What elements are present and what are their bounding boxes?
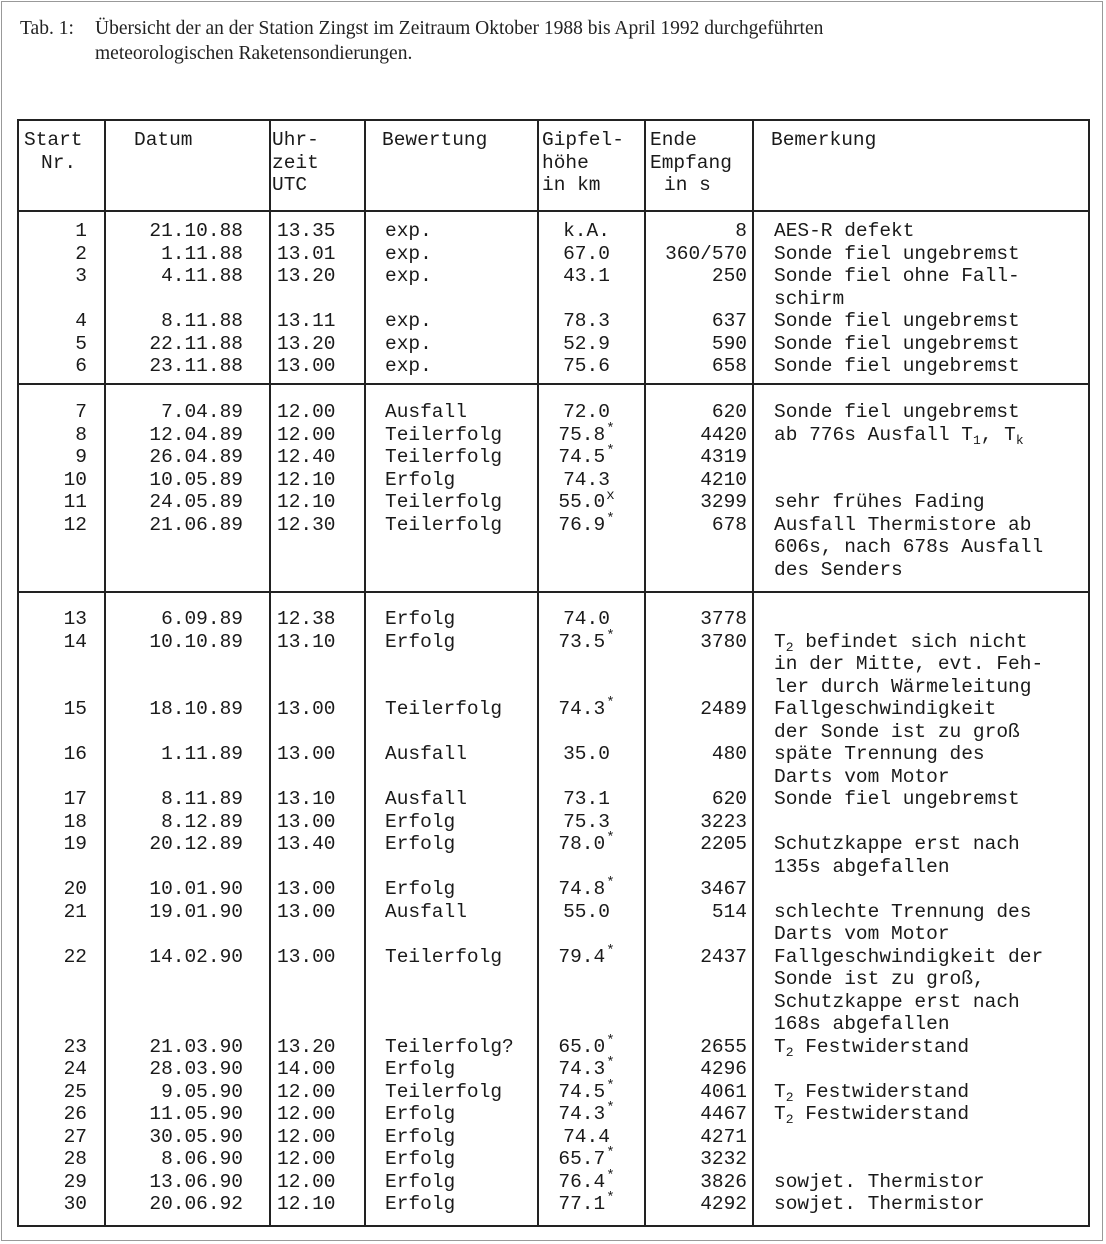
cell-ende-empfang: 2437 (700, 945, 747, 968)
cell-datum: 4.11.88 (161, 265, 243, 287)
cell-uhrzeit: 14.00 (277, 1058, 336, 1080)
cell-datum: 7.04.89 (161, 401, 243, 423)
cell-gipfelhoehe: 74.4 (563, 1125, 610, 1148)
cell-datum: 26.04.89 (149, 446, 243, 468)
cell-uhrzeit: 12.30 (277, 513, 336, 536)
cell-start-nr: 15 (63, 698, 87, 720)
cell-bemerkung: schirm (774, 287, 845, 310)
cell-bemerkung: Fallgeschwindigkeit (774, 698, 997, 720)
cell-gipfelhoehe: 75.3 (563, 810, 610, 833)
cell-uhrzeit: 13.20 (277, 332, 336, 355)
cell-gipfelhoehe: 65.0* (558, 1032, 615, 1058)
cell-bemerkung: Fallgeschwindigkeit der (774, 945, 1044, 968)
cell-bewertung: exp. (385, 265, 432, 287)
cell-uhrzeit: 12.00 (277, 423, 336, 446)
cell-datum: 13.06.90 (149, 1170, 243, 1193)
cell-uhrzeit: 12.10 (277, 491, 336, 513)
cell-gipfelhoehe: 35.0 (563, 743, 610, 765)
cell-start-nr: 8 (75, 423, 87, 446)
cell-start-nr: 21 (63, 900, 87, 923)
cell-uhrzeit: 12.10 (277, 1193, 336, 1215)
cell-ende-empfang: 514 (711, 900, 747, 923)
cell-bewertung: Ausfall (385, 743, 467, 765)
cell-bemerkung: AES-R defekt (774, 220, 915, 242)
cell-start-nr: 28 (63, 1148, 87, 1170)
cell-bemerkung: des Senders (774, 558, 903, 581)
cell-uhrzeit: 13.01 (277, 242, 336, 265)
cell-gipfelhoehe: 77.1* (558, 1190, 615, 1215)
cell-uhrzeit: 13.20 (277, 1035, 336, 1058)
cell-datum: 23.11.88 (149, 355, 243, 377)
cell-datum: 22.11.88 (149, 332, 243, 355)
cell-bemerkung: Sonde fiel ungebremst (774, 401, 1020, 423)
column-divider (364, 121, 366, 1225)
cell-datum: 21.03.90 (149, 1035, 243, 1058)
cell-bemerkung: Sonde fiel ungebremst (774, 242, 1020, 265)
cell-datum: 8.06.90 (161, 1148, 243, 1170)
cell-bewertung: Teilerfolg (385, 945, 503, 968)
cell-bemerkung: späte Trennung des (774, 743, 985, 765)
cell-bemerkung: $T_2$ Festwiderstand (774, 1080, 970, 1105)
cell-gipfelhoehe: 74.5* (558, 443, 615, 468)
cell-gipfelhoehe: 78.0* (558, 830, 615, 855)
cell-start-nr: 17 (63, 788, 87, 810)
cell-uhrzeit: 13.00 (277, 878, 336, 900)
cell-bewertung: Ausfall (385, 401, 467, 423)
row-group-divider (19, 210, 1088, 212)
cell-gipfelhoehe: 74.3* (558, 1055, 615, 1080)
header-start-nr: Nr. (41, 151, 77, 174)
cell-bewertung: Erfolg (385, 1148, 456, 1170)
cell-gipfelhoehe: 74.3* (558, 695, 615, 720)
cell-uhrzeit: 12.00 (277, 1125, 336, 1148)
cell-datum: 9.05.90 (161, 1080, 243, 1103)
column-divider (752, 121, 754, 1225)
cell-ende-empfang: 678 (711, 513, 747, 536)
cell-bemerkung: $T_2$ befindet sich nicht (774, 630, 1028, 655)
cell-datum: 10.05.89 (149, 468, 243, 491)
cell-bewertung: Teilerfolg (385, 698, 503, 720)
header-ende-empfang: in s (664, 174, 711, 196)
cell-start-nr: 9 (75, 446, 87, 468)
header-gipfelhoehe: Gipfel- (542, 129, 624, 151)
cell-datum: 11.05.90 (149, 1103, 243, 1125)
cell-start-nr: 23 (63, 1035, 87, 1058)
cell-bemerkung: Sonde fiel ungebremst (774, 355, 1020, 377)
cell-gipfelhoehe: 75.8* (558, 420, 615, 446)
cell-bemerkung: $T_2$ Festwiderstand (774, 1035, 970, 1060)
cell-uhrzeit: 12.10 (277, 468, 336, 491)
header-uhrzeit: UTC (272, 174, 308, 196)
cell-datum: 1.11.88 (161, 242, 243, 265)
cell-gipfelhoehe: 65.7* (558, 1145, 615, 1170)
cell-ende-empfang: 480 (711, 743, 747, 765)
caption-label: Tab. 1: (20, 18, 74, 39)
cell-gipfelhoehe: 74.3 (563, 468, 610, 491)
cell-uhrzeit: 13.40 (277, 833, 336, 855)
cell-bemerkung: in der Mitte, evt. Feh- (774, 653, 1044, 675)
cell-gipfelhoehe: 67.0 (563, 242, 610, 265)
cell-uhrzeit: 13.00 (277, 355, 336, 377)
cell-bewertung: Erfolg (385, 468, 456, 491)
cell-bemerkung: Sonde fiel ungebremst (774, 310, 1020, 332)
cell-datum: 20.06.92 (149, 1193, 243, 1215)
cell-ende-empfang: 2489 (700, 698, 747, 720)
cell-uhrzeit: 13.00 (277, 743, 336, 765)
cell-start-nr: 12 (63, 513, 87, 536)
cell-start-nr: 25 (63, 1080, 87, 1103)
cell-start-nr: 27 (63, 1125, 87, 1148)
header-start-nr: Start (24, 129, 83, 151)
cell-ende-empfang: 4292 (700, 1193, 747, 1215)
cell-ende-empfang: 658 (711, 355, 747, 377)
cell-bewertung: Erfolg (385, 878, 456, 900)
cell-uhrzeit: 12.00 (277, 1148, 336, 1170)
cell-uhrzeit: 13.35 (277, 220, 336, 242)
cell-datum: 30.05.90 (149, 1125, 243, 1148)
cell-bewertung: Erfolg (385, 1170, 456, 1193)
cell-start-nr: 30 (63, 1193, 87, 1215)
cell-gipfelhoehe: 76.9* (558, 510, 615, 536)
caption-line-1: Übersicht der an der Station Zingst im Zeitraum Oktober 1988 bis April 1992 durchgeführten (95, 18, 824, 39)
cell-ende-empfang: 637 (711, 310, 747, 332)
cell-bemerkung: $T_2$ Festwiderstand (774, 1103, 970, 1127)
cell-ende-empfang: 3232 (700, 1148, 747, 1170)
cell-bemerkung: Schutzkappe erst nach (774, 833, 1020, 855)
cell-bemerkung: sowjet. Thermistor (774, 1170, 985, 1193)
cell-start-nr: 29 (63, 1170, 87, 1193)
cell-datum: 28.03.90 (149, 1058, 243, 1080)
cell-start-nr: 10 (63, 468, 87, 491)
cell-gipfelhoehe: 43.1 (563, 265, 610, 287)
cell-uhrzeit: 12.38 (277, 608, 336, 630)
cell-ende-empfang: 8 (735, 220, 747, 242)
cell-bewertung: Teilerfolg (385, 423, 503, 446)
cell-uhrzeit: 13.00 (277, 698, 336, 720)
cell-start-nr: 16 (63, 743, 87, 765)
column-divider (104, 121, 106, 1225)
cell-start-nr: 19 (63, 833, 87, 855)
cell-ende-empfang: 620 (711, 788, 747, 810)
header-uhrzeit: Uhr- (272, 129, 319, 151)
cell-bemerkung: 168s abgefallen (774, 1013, 950, 1035)
cell-datum: 6.09.89 (161, 608, 243, 630)
caption-line-2: meteorologischen Raketensondierungen. (95, 43, 413, 64)
cell-uhrzeit: 12.00 (277, 1170, 336, 1193)
cell-gipfelhoehe: 76.4* (558, 1167, 615, 1193)
cell-ende-empfang: 3780 (700, 630, 747, 653)
cell-bewertung: Erfolg (385, 608, 456, 630)
cell-bewertung: Erfolg (385, 630, 456, 653)
cell-bewertung: Erfolg (385, 1193, 456, 1215)
rocket-soundings-table (17, 119, 1090, 1227)
cell-start-nr: 5 (75, 332, 87, 355)
cell-ende-empfang: 2205 (700, 833, 747, 855)
cell-bewertung: exp. (385, 355, 432, 377)
cell-uhrzeit: 13.00 (277, 810, 336, 833)
cell-bewertung: Erfolg (385, 1103, 456, 1125)
cell-gipfelhoehe: 73.5* (558, 627, 615, 653)
cell-gipfelhoehe: 74.8* (558, 875, 615, 900)
cell-ende-empfang: 3467 (700, 878, 747, 900)
cell-start-nr: 11 (63, 491, 87, 513)
cell-datum: 12.04.89 (149, 423, 243, 446)
cell-datum: 20.12.89 (149, 833, 243, 855)
cell-gipfelhoehe: k.A. (563, 220, 610, 242)
cell-ende-empfang: 3223 (700, 810, 747, 833)
cell-start-nr: 6 (75, 355, 87, 377)
cell-bewertung: Teilerfolg (385, 491, 503, 513)
cell-uhrzeit: 13.10 (277, 788, 336, 810)
cell-ende-empfang: 4319 (700, 446, 747, 468)
cell-start-nr: 4 (75, 310, 87, 332)
cell-start-nr: 18 (63, 810, 87, 833)
header-ende-empfang: Ende (650, 129, 697, 151)
cell-ende-empfang: 4271 (700, 1125, 747, 1148)
cell-gipfelhoehe: 74.0 (563, 608, 610, 630)
row-group-divider (19, 591, 1088, 593)
cell-start-nr: 14 (63, 630, 87, 653)
cell-bewertung: Teilerfolg (385, 446, 503, 468)
cell-ende-empfang: 4420 (700, 423, 747, 446)
row-group-divider (19, 383, 1088, 385)
cell-bewertung: Erfolg (385, 810, 456, 833)
header-datum: Datum (134, 129, 193, 151)
cell-start-nr: 3 (75, 265, 87, 287)
cell-bemerkung: Darts vom Motor (774, 765, 950, 788)
cell-datum: 10.10.89 (149, 630, 243, 653)
cell-start-nr: 13 (63, 608, 87, 630)
header-ende-empfang: Empfang (650, 151, 732, 174)
cell-gipfelhoehe: 74.5* (558, 1077, 615, 1103)
cell-datum: 19.01.90 (149, 900, 243, 923)
cell-start-nr: 7 (75, 401, 87, 423)
cell-ende-empfang: 250 (711, 265, 747, 287)
cell-uhrzeit: 12.00 (277, 1103, 336, 1125)
header-uhrzeit: zeit (272, 151, 319, 174)
cell-start-nr: 26 (63, 1103, 87, 1125)
cell-bewertung: Teilerfolg? (385, 1035, 514, 1058)
cell-datum: 24.05.89 (149, 491, 243, 513)
cell-ende-empfang: 590 (711, 332, 747, 355)
cell-gipfelhoehe: 72.0 (563, 401, 610, 423)
table-caption (20, 16, 1080, 66)
cell-bewertung: exp. (385, 332, 432, 355)
cell-ende-empfang: 4296 (700, 1058, 747, 1080)
cell-bemerkung: schlechte Trennung des (774, 900, 1032, 923)
cell-ende-empfang: 4210 (700, 468, 747, 491)
cell-uhrzeit: 13.00 (277, 945, 336, 968)
cell-uhrzeit: 13.00 (277, 900, 336, 923)
cell-ende-empfang: 3299 (700, 491, 747, 513)
cell-start-nr: 24 (63, 1058, 87, 1080)
cell-bemerkung: Sonde fiel ungebremst (774, 788, 1020, 810)
cell-gipfelhoehe: 78.3 (563, 310, 610, 332)
cell-bemerkung: Sonde ist zu groß, (774, 968, 985, 990)
cell-uhrzeit: 13.20 (277, 265, 336, 287)
cell-bemerkung: ab 776s Ausfall $T_1$, $T_k$ (774, 423, 1024, 448)
column-divider (269, 121, 271, 1225)
cell-bemerkung: ler durch Wärmeleitung (774, 675, 1032, 698)
column-divider (644, 121, 646, 1225)
cell-ende-empfang: 620 (711, 401, 747, 423)
header-bewertung: Bewertung (382, 129, 488, 151)
cell-uhrzeit: 13.11 (277, 310, 336, 332)
cell-uhrzeit: 12.00 (277, 1080, 336, 1103)
cell-gipfelhoehe: 79.4* (558, 942, 615, 968)
cell-gipfelhoehe: 74.3* (558, 1100, 615, 1125)
cell-bewertung: Ausfall (385, 900, 467, 923)
cell-datum: 10.01.90 (149, 878, 243, 900)
cell-bewertung: Ausfall (385, 788, 467, 810)
cell-bewertung: Erfolg (385, 1125, 456, 1148)
cell-gipfelhoehe: 55.0 (563, 900, 610, 923)
cell-datum: 21.06.89 (149, 513, 243, 536)
cell-datum: 8.12.89 (161, 810, 243, 833)
cell-bewertung: Erfolg (385, 1058, 456, 1080)
cell-bemerkung: Schutzkappe erst nach (774, 990, 1020, 1013)
cell-bewertung: Teilerfolg (385, 1080, 503, 1103)
cell-uhrzeit: 12.00 (277, 401, 336, 423)
cell-bemerkung: 606s, nach 678s Ausfall (774, 536, 1044, 558)
header-gipfelhoehe: in km (542, 174, 601, 196)
cell-start-nr: 2 (75, 242, 87, 265)
cell-ende-empfang: 3826 (700, 1170, 747, 1193)
cell-datum: 1.11.89 (161, 743, 243, 765)
cell-bewertung: Erfolg (385, 833, 456, 855)
cell-bemerkung: 135s abgefallen (774, 855, 950, 878)
cell-bewertung: exp. (385, 220, 432, 242)
cell-bemerkung: Sonde fiel ohne Fall- (774, 265, 1020, 287)
cell-start-nr: 22 (63, 945, 87, 968)
cell-gipfelhoehe: 52.9 (563, 332, 610, 355)
cell-datum: 14.02.90 (149, 945, 243, 968)
cell-ende-empfang: 3778 (700, 608, 747, 630)
cell-gipfelhoehe: 73.1 (563, 788, 610, 810)
cell-start-nr: 1 (75, 220, 87, 242)
cell-bemerkung: der Sonde ist zu groß (774, 720, 1020, 743)
cell-bemerkung: Sonde fiel ungebremst (774, 332, 1020, 355)
cell-gipfelhoehe: 75.6 (563, 355, 610, 377)
cell-datum: 8.11.88 (161, 310, 243, 332)
cell-uhrzeit: 13.10 (277, 630, 336, 653)
cell-bewertung: Teilerfolg (385, 513, 503, 536)
header-bemerkung: Bemerkung (771, 129, 877, 151)
cell-ende-empfang: 4061 (700, 1080, 747, 1103)
cell-ende-empfang: 360/570 (665, 242, 747, 265)
cell-bemerkung: sowjet. Thermistor (774, 1193, 985, 1215)
cell-uhrzeit: 12.40 (277, 446, 336, 468)
header-gipfelhoehe: höhe (542, 151, 589, 174)
cell-bemerkung: Ausfall Thermistore ab (774, 513, 1032, 536)
cell-bemerkung: sehr frühes Fading (774, 491, 985, 513)
cell-bewertung: exp. (385, 242, 432, 265)
cell-datum: 18.10.89 (149, 698, 243, 720)
cell-datum: 21.10.88 (149, 220, 243, 242)
cell-gipfelhoehe: 55.0$^x$ (558, 488, 615, 513)
cell-ende-empfang: 4467 (700, 1103, 747, 1125)
cell-bemerkung: Darts vom Motor (774, 923, 950, 945)
cell-start-nr: 20 (63, 878, 87, 900)
cell-datum: 8.11.89 (161, 788, 243, 810)
cell-ende-empfang: 2655 (700, 1035, 747, 1058)
cell-bewertung: exp. (385, 310, 432, 332)
